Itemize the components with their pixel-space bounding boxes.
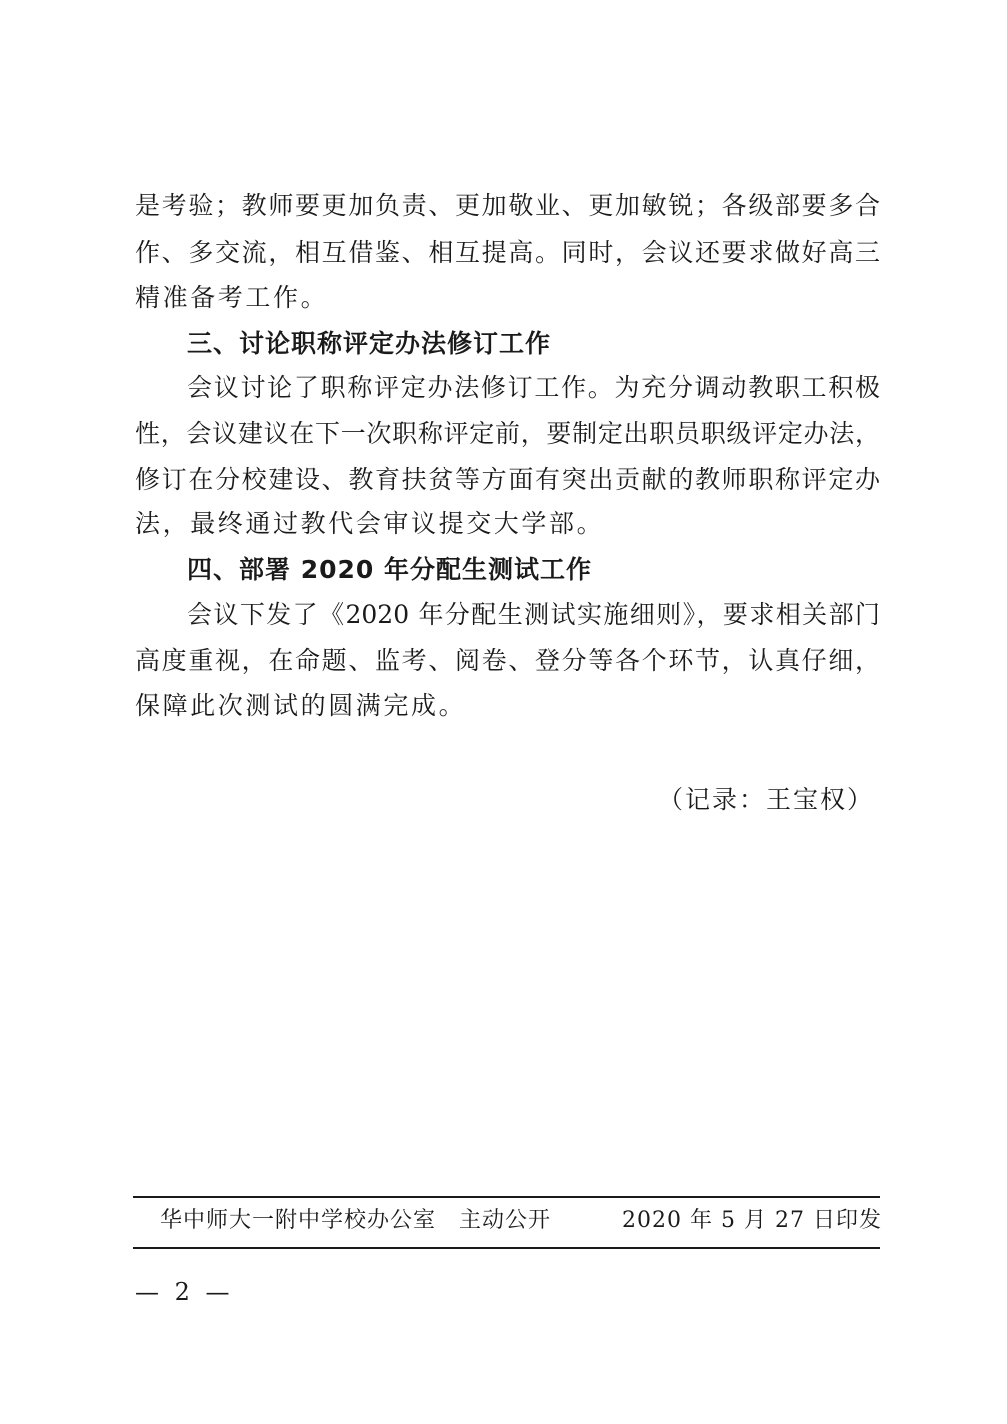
paragraph-line: 高度重视，在命题、监考、阅卷、登分等各个环节，认真仔细，: [135, 646, 880, 675]
paragraph-line: 法，最终通过教代会审议提交大学部。: [135, 509, 605, 538]
page-number: — 2 —: [135, 1278, 234, 1306]
paragraph-line: 会议讨论了职称评定办法修订工作。为充分调动教职工积极: [187, 373, 880, 402]
paragraph-line: 保障此次测试的圆满完成。: [135, 691, 467, 720]
paragraph-line: 是考验；教师要更加负责、更加敬业、更加敏锐；各级部要多合: [135, 191, 880, 220]
footer-date: 2020 年 5 月 27 日印发: [622, 1208, 882, 1233]
footer-issuer: 华中师大一附中学校办公室 主动公开: [160, 1208, 552, 1233]
footer-bottom-rule: [133, 1247, 880, 1249]
paragraph-line: 修订在分校建设、教育扶贫等方面有突出贡献的教师职称评定办: [135, 465, 880, 494]
recorder-note: （记录：王宝权）: [657, 785, 874, 814]
paragraph-line: 性，会议建议在下一次职称评定前，要制定出职员职级评定办法，: [135, 419, 880, 448]
paragraph-line: 会议下发了《2020 年分配生测试实施细则》，要求相关部门: [187, 600, 880, 629]
paragraph-line: 作、多交流，相互借鉴、相互提高。同时，会议还要求做好高三: [135, 238, 880, 267]
section-heading: 三、讨论职称评定办法修订工作: [187, 329, 552, 358]
footer-top-rule: [133, 1196, 880, 1198]
section-heading: 四、部署 2020 年分配生测试工作: [187, 555, 592, 584]
paragraph-line: 精准备考工作。: [135, 283, 329, 312]
